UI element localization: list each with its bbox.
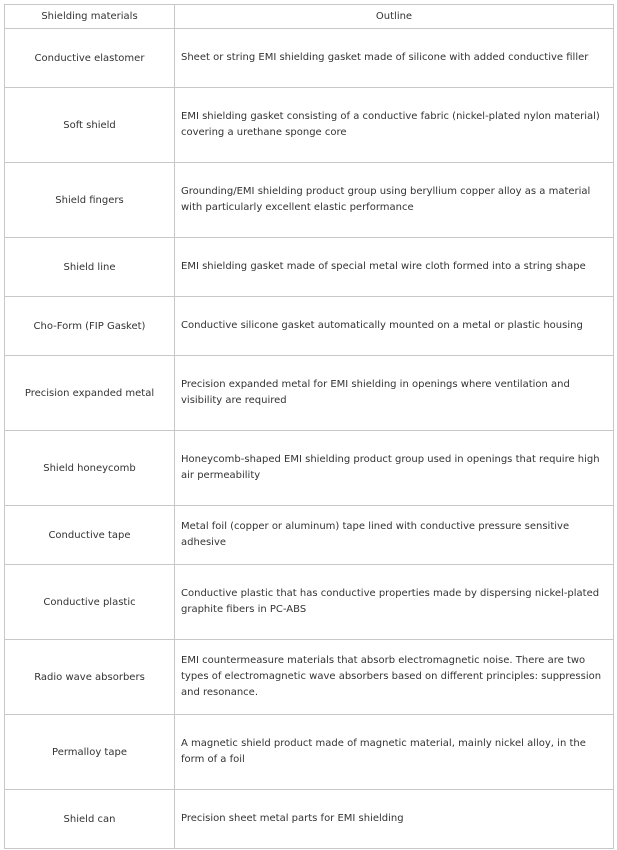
material-outline: Precision sheet metal parts for EMI shielding [175, 790, 614, 849]
table-row [5, 431, 614, 506]
table-row [5, 238, 614, 297]
material-name: Soft shield [5, 88, 175, 163]
material-name: Shield honeycomb [5, 431, 175, 506]
material-outline: Precision expanded metal for EMI shielding in openings where ventilation and visibility are required [175, 356, 614, 431]
material-name: Shield can [5, 790, 175, 849]
material-outline: Metal foil (copper or aluminum) tape lined with conductive pressure sensitive adhesive [175, 506, 614, 565]
material-name: Conductive elastomer [5, 29, 175, 88]
table-row [5, 565, 614, 640]
material-outline: Conductive plastic that has conductive properties made by dispersing nickel-plated graphite fibers in PC-ABS [175, 565, 614, 640]
material-outline: A magnetic shield product made of magnetic material, mainly nickel alloy, in the form of a foil [175, 715, 614, 790]
table-row [5, 88, 614, 163]
table-row [5, 790, 614, 849]
table-row [5, 163, 614, 238]
table-header-row [5, 5, 614, 29]
material-name: Conductive tape [5, 506, 175, 565]
header-shielding-materials: Shielding materials [5, 5, 175, 29]
header-outline: Outline [175, 5, 614, 29]
material-name: Cho-Form (FIP Gasket) [5, 297, 175, 356]
table-row [5, 506, 614, 565]
table-row [5, 297, 614, 356]
table-row [5, 29, 614, 88]
table-row [5, 356, 614, 431]
material-outline: EMI countermeasure materials that absorb electromagnetic noise. There are two types of electromagnetic wave absorbers based on different principles: suppression and resonance. [175, 640, 614, 715]
material-name: Precision expanded metal [5, 356, 175, 431]
material-outline: EMI shielding gasket consisting of a conductive fabric (nickel-plated nylon material) covering a urethane sponge core [175, 88, 614, 163]
material-name: Shield fingers [5, 163, 175, 238]
material-outline: Grounding/EMI shielding product group using beryllium copper alloy as a material with particularly excellent elastic performance [175, 163, 614, 238]
material-name: Conductive plastic [5, 565, 175, 640]
material-name: Permalloy tape [5, 715, 175, 790]
material-outline: EMI shielding gasket made of special metal wire cloth formed into a string shape [175, 238, 614, 297]
table-row [5, 640, 614, 715]
material-outline: Sheet or string EMI shielding gasket made of silicone with added conductive filler [175, 29, 614, 88]
shielding-materials-table [4, 4, 614, 849]
material-outline: Conductive silicone gasket automatically mounted on a metal or plastic housing [175, 297, 614, 356]
material-name: Shield line [5, 238, 175, 297]
table-row [5, 715, 614, 790]
material-outline: Honeycomb-shaped EMI shielding product group used in openings that require high air permeability [175, 431, 614, 506]
material-name: Radio wave absorbers [5, 640, 175, 715]
